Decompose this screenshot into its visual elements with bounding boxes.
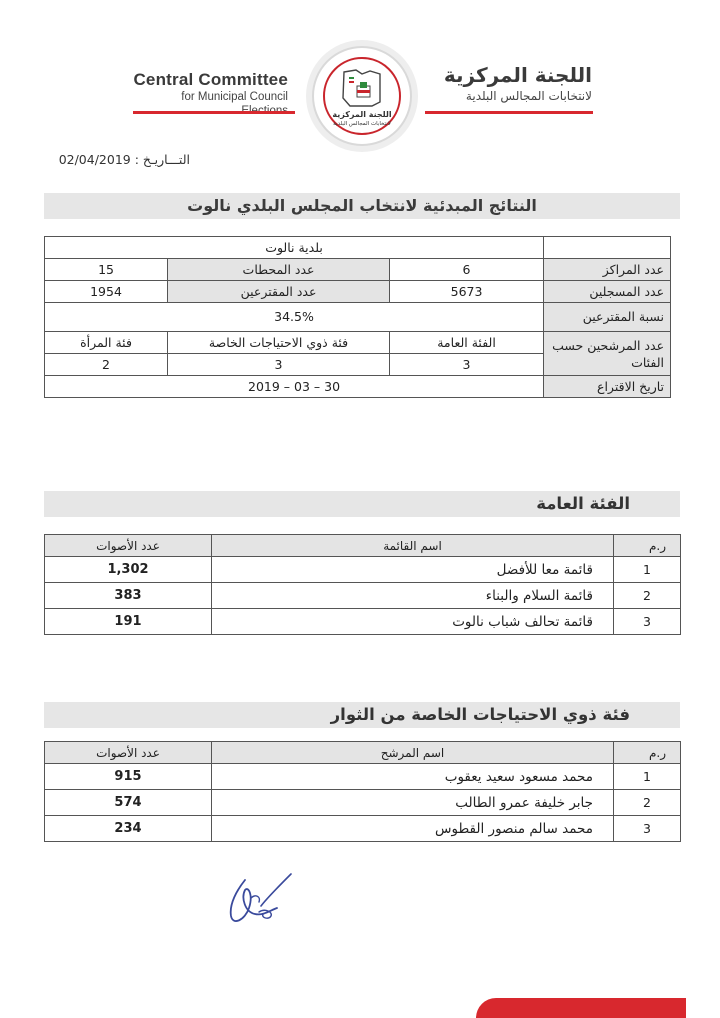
candidate-name: محمد مسعود سعيد يعقوب [212, 764, 614, 790]
row-number: 1 [614, 764, 681, 790]
centers-label: عدد المراكز [544, 259, 671, 281]
category-special-label: فئة ذوي الاحتياجات الخاصة [168, 332, 390, 354]
list-name: قائمة السلام والبناء [212, 583, 614, 609]
stations-label: عدد المحطات [168, 259, 390, 281]
info-blank-cell [544, 237, 671, 259]
vote-date-value: 30 – 03 – 2019 [45, 376, 544, 398]
registered-label: عدد المسجلين [544, 281, 671, 303]
table-row [45, 583, 681, 609]
special-category-banner [44, 702, 680, 728]
candidate-name: جابر خليفة عمرو الطالب [212, 790, 614, 816]
header-arabic-title [432, 62, 592, 104]
category-women-label: فئة المرأة [45, 332, 168, 354]
candidates-label: عدد المرشحين حسب الفئات [544, 332, 671, 376]
row-number: 1 [614, 557, 681, 583]
municipality-name: بلدية نالوت [45, 237, 544, 259]
voters-label: عدد المقترعين [168, 281, 390, 303]
candidates-special-count: 3 [168, 354, 390, 376]
vote-count: 234 [45, 816, 212, 842]
table-row [45, 557, 681, 583]
header-arabic-line1: اللجنة المركزية [443, 63, 592, 87]
main-title: النتائج المبدئية لانتخاب المجلس البلدي نالوت [187, 196, 537, 215]
row-number: 2 [614, 583, 681, 609]
header-rule-left [133, 111, 295, 114]
vote-count: 1,302 [45, 557, 212, 583]
signature-icon [215, 868, 301, 930]
general-category-title: الفئة العامة [536, 494, 630, 513]
centers-value: 6 [390, 259, 544, 281]
vote-count: 191 [45, 609, 212, 635]
vote-date-label: تاريخ الاقتراع [544, 376, 671, 398]
committee-logo [312, 46, 412, 146]
category-general-label: الفئة العامة [390, 332, 544, 354]
special-col-name: اسم المرشح [212, 742, 614, 764]
document-date: التـــاريـخ : 02/04/2019 [58, 152, 190, 167]
special-col-votes: عدد الأصوات [45, 742, 212, 764]
general-col-num: ر.م [614, 535, 681, 557]
row-number: 3 [614, 816, 681, 842]
header-arabic-line2: لانتخابات المجالس البلدية [465, 89, 592, 103]
general-results-table [44, 534, 681, 635]
footer-accent-bar [476, 998, 686, 1018]
turnout-value: 34.5% [45, 303, 544, 332]
header-english-line2: for Municipal Council [181, 91, 288, 103]
header-english-line1: Central Committee [133, 70, 288, 89]
list-name: قائمة تحالف شباب نالوت [212, 609, 614, 635]
vote-count: 915 [45, 764, 212, 790]
candidates-women-count: 2 [45, 354, 168, 376]
main-title-banner [44, 193, 680, 219]
special-results-table [44, 741, 681, 842]
voters-value: 1954 [45, 281, 168, 303]
special-col-num: ر.م [614, 742, 681, 764]
registered-value: 5673 [390, 281, 544, 303]
general-col-votes: عدد الأصوات [45, 535, 212, 557]
general-category-banner [44, 491, 680, 517]
vote-count: 574 [45, 790, 212, 816]
table-row [45, 609, 681, 635]
table-row [45, 764, 681, 790]
stations-value: 15 [45, 259, 168, 281]
candidate-name: محمد سالم منصور القطوس [212, 816, 614, 842]
logo-text-line2: لانتخابات المجالس البلدية [333, 121, 391, 127]
vote-count: 383 [45, 583, 212, 609]
general-col-name: اسم القائمة [212, 535, 614, 557]
candidates-general-count: 3 [390, 354, 544, 376]
row-number: 3 [614, 609, 681, 635]
row-number: 2 [614, 790, 681, 816]
special-category-title: فئة ذوي الاحتياجات الخاصة من الثوار [330, 705, 630, 724]
table-row [45, 790, 681, 816]
logo-text-line1: اللجنة المركزية [332, 110, 392, 119]
turnout-label: نسبة المقترعين [544, 303, 671, 332]
election-info-table [44, 236, 671, 398]
header-rule-right [425, 111, 593, 114]
list-name: قائمة معا للأفضل [212, 557, 614, 583]
table-row [45, 816, 681, 842]
libya-map-icon [340, 68, 384, 108]
